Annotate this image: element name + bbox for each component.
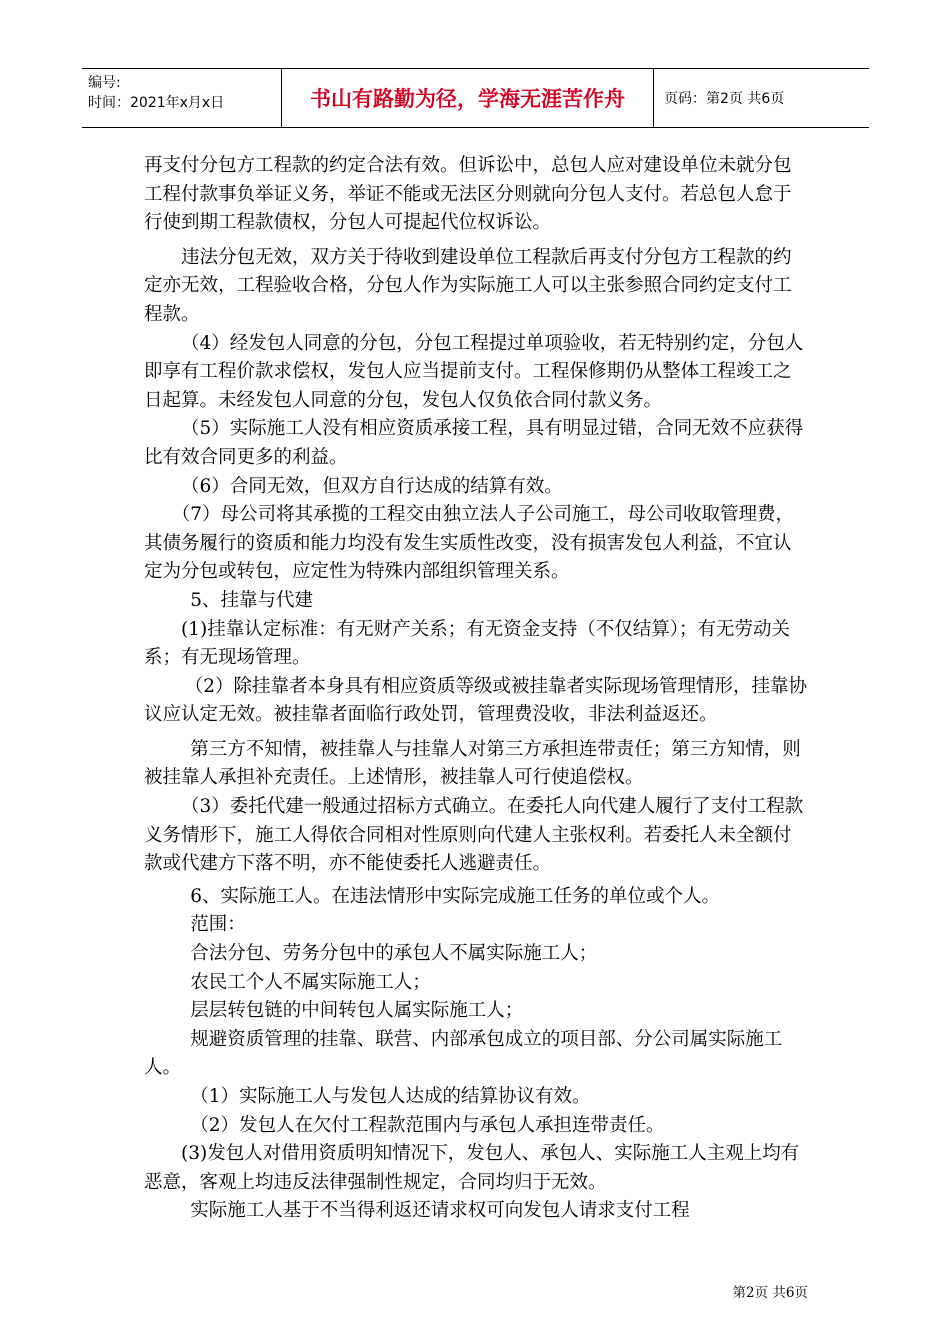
- paragraph: 实际施工人基于不当得利返还请求权可向发包人请求支付工程: [190, 1200, 690, 1222]
- page-footer: 第2页 共6页: [732, 1285, 808, 1301]
- paragraph: （2）除挂靠者本身具有相应资质等级或被挂靠者实际现场管理情形，挂靠协议应认定无效。被挂靠者面临行政处罚，管理费没收，非法利益返还。: [144, 675, 807, 726]
- header-page-number: 页码：第2页 共6页: [664, 91, 785, 107]
- document-number: 编号:: [88, 75, 121, 91]
- list-item: 规避资质管理的挂靠、联营、内部承包成立的项目部、分公司属实际施工人。: [144, 1028, 783, 1079]
- paragraph: 第三方不知情，被挂靠人与挂靠人对第三方承担连带责任；第三方知情，则被挂靠人承担补充责任。上述情形，被挂靠人可行使追偿权。: [144, 738, 801, 789]
- page-header: [82, 68, 869, 128]
- document-date: 时间：2021年x月x日: [88, 95, 225, 111]
- paragraph: （1）实际施工人与发包人达成的结算协议有效。: [190, 1086, 591, 1107]
- section-heading: 6、实际施工人。在违法情形中实际完成施工任务的单位或个人。: [190, 885, 721, 907]
- paragraph: (1)挂靠认定标准：有无财产关系；有无资金支持（不仅结算）；有无劳动关系；有无现场管理。: [144, 618, 790, 669]
- header-meta: [82, 69, 282, 127]
- list-item: 农民工个人不属实际施工人；: [190, 971, 431, 993]
- paragraph: 再支付分包方工程款的约定合法有效。但诉讼中，总包人应对建设单位未就分包工程付款事负举证义务，举证不能或无法区分则就向分包人支付。若总包人怠于行使到期工程款债权，分包人可提起代位权诉讼。: [144, 155, 792, 234]
- paragraph: （6）合同无效，但双方自行达成的结算有效。: [181, 475, 563, 497]
- list-item: 合法分包、劳务分包中的承包人不属实际施工人；: [190, 943, 598, 965]
- document-body: [144, 152, 808, 1226]
- section-heading: 5、挂靠与代建: [190, 589, 314, 611]
- paragraph: (3)发包人对借用资质明知情况下，发包人、承包人、实际施工人主观上均有恶意，客观上均违反法律强制性规定，合同均归于无效。: [144, 1143, 800, 1193]
- header-motto: 书山有路勤为径，学海无涯苦作舟: [282, 69, 654, 127]
- paragraph: （5）实际施工人没有相应资质承接工程，具有明显过错，合同无效不应获得比有效合同更多的利益。: [144, 418, 804, 468]
- paragraph: （2）发包人在欠付工程款范围内与承包人承担连带责任。: [190, 1114, 665, 1136]
- paragraph: 违法分包无效，双方关于待收到建设单位工程款后再支付分包方工程款的约定亦无效，工程验收合格，分包人作为实际施工人可以主张参照合同约定支付工程款。: [144, 246, 792, 325]
- list-item: 层层转包链的中间转包人属实际施工人；: [190, 1000, 524, 1022]
- list-item: 范围：: [190, 914, 246, 936]
- paragraph: （4）经发包人同意的分包，分包工程提过单项验收，若无特别约定，分包人即享有工程价款求偿权，发包人应当提前支付。工程保修期仍从整体工程竣工之日起算。未经发包人同意的分包，发包人仅负依合同付款义务。: [144, 332, 804, 411]
- paragraph: （3）委托代建一般通过招标方式确立。在委托人向代建人履行了支付工程款义务情形下，施工人得依合同相对性原则向代建人主张权利。若委托人未全额付款或代建方下落不明，亦不能使委托人逃避责任。: [144, 796, 804, 875]
- paragraph: （7）母公司将其承揽的工程交由独立法人子公司施工，母公司收取管理费，其债务履行的资质和能力均没有发生实质性改变，没有损害发包人利益，不宜认定为分包或转包，应定性为特殊内部组织管理关系。: [144, 504, 795, 583]
